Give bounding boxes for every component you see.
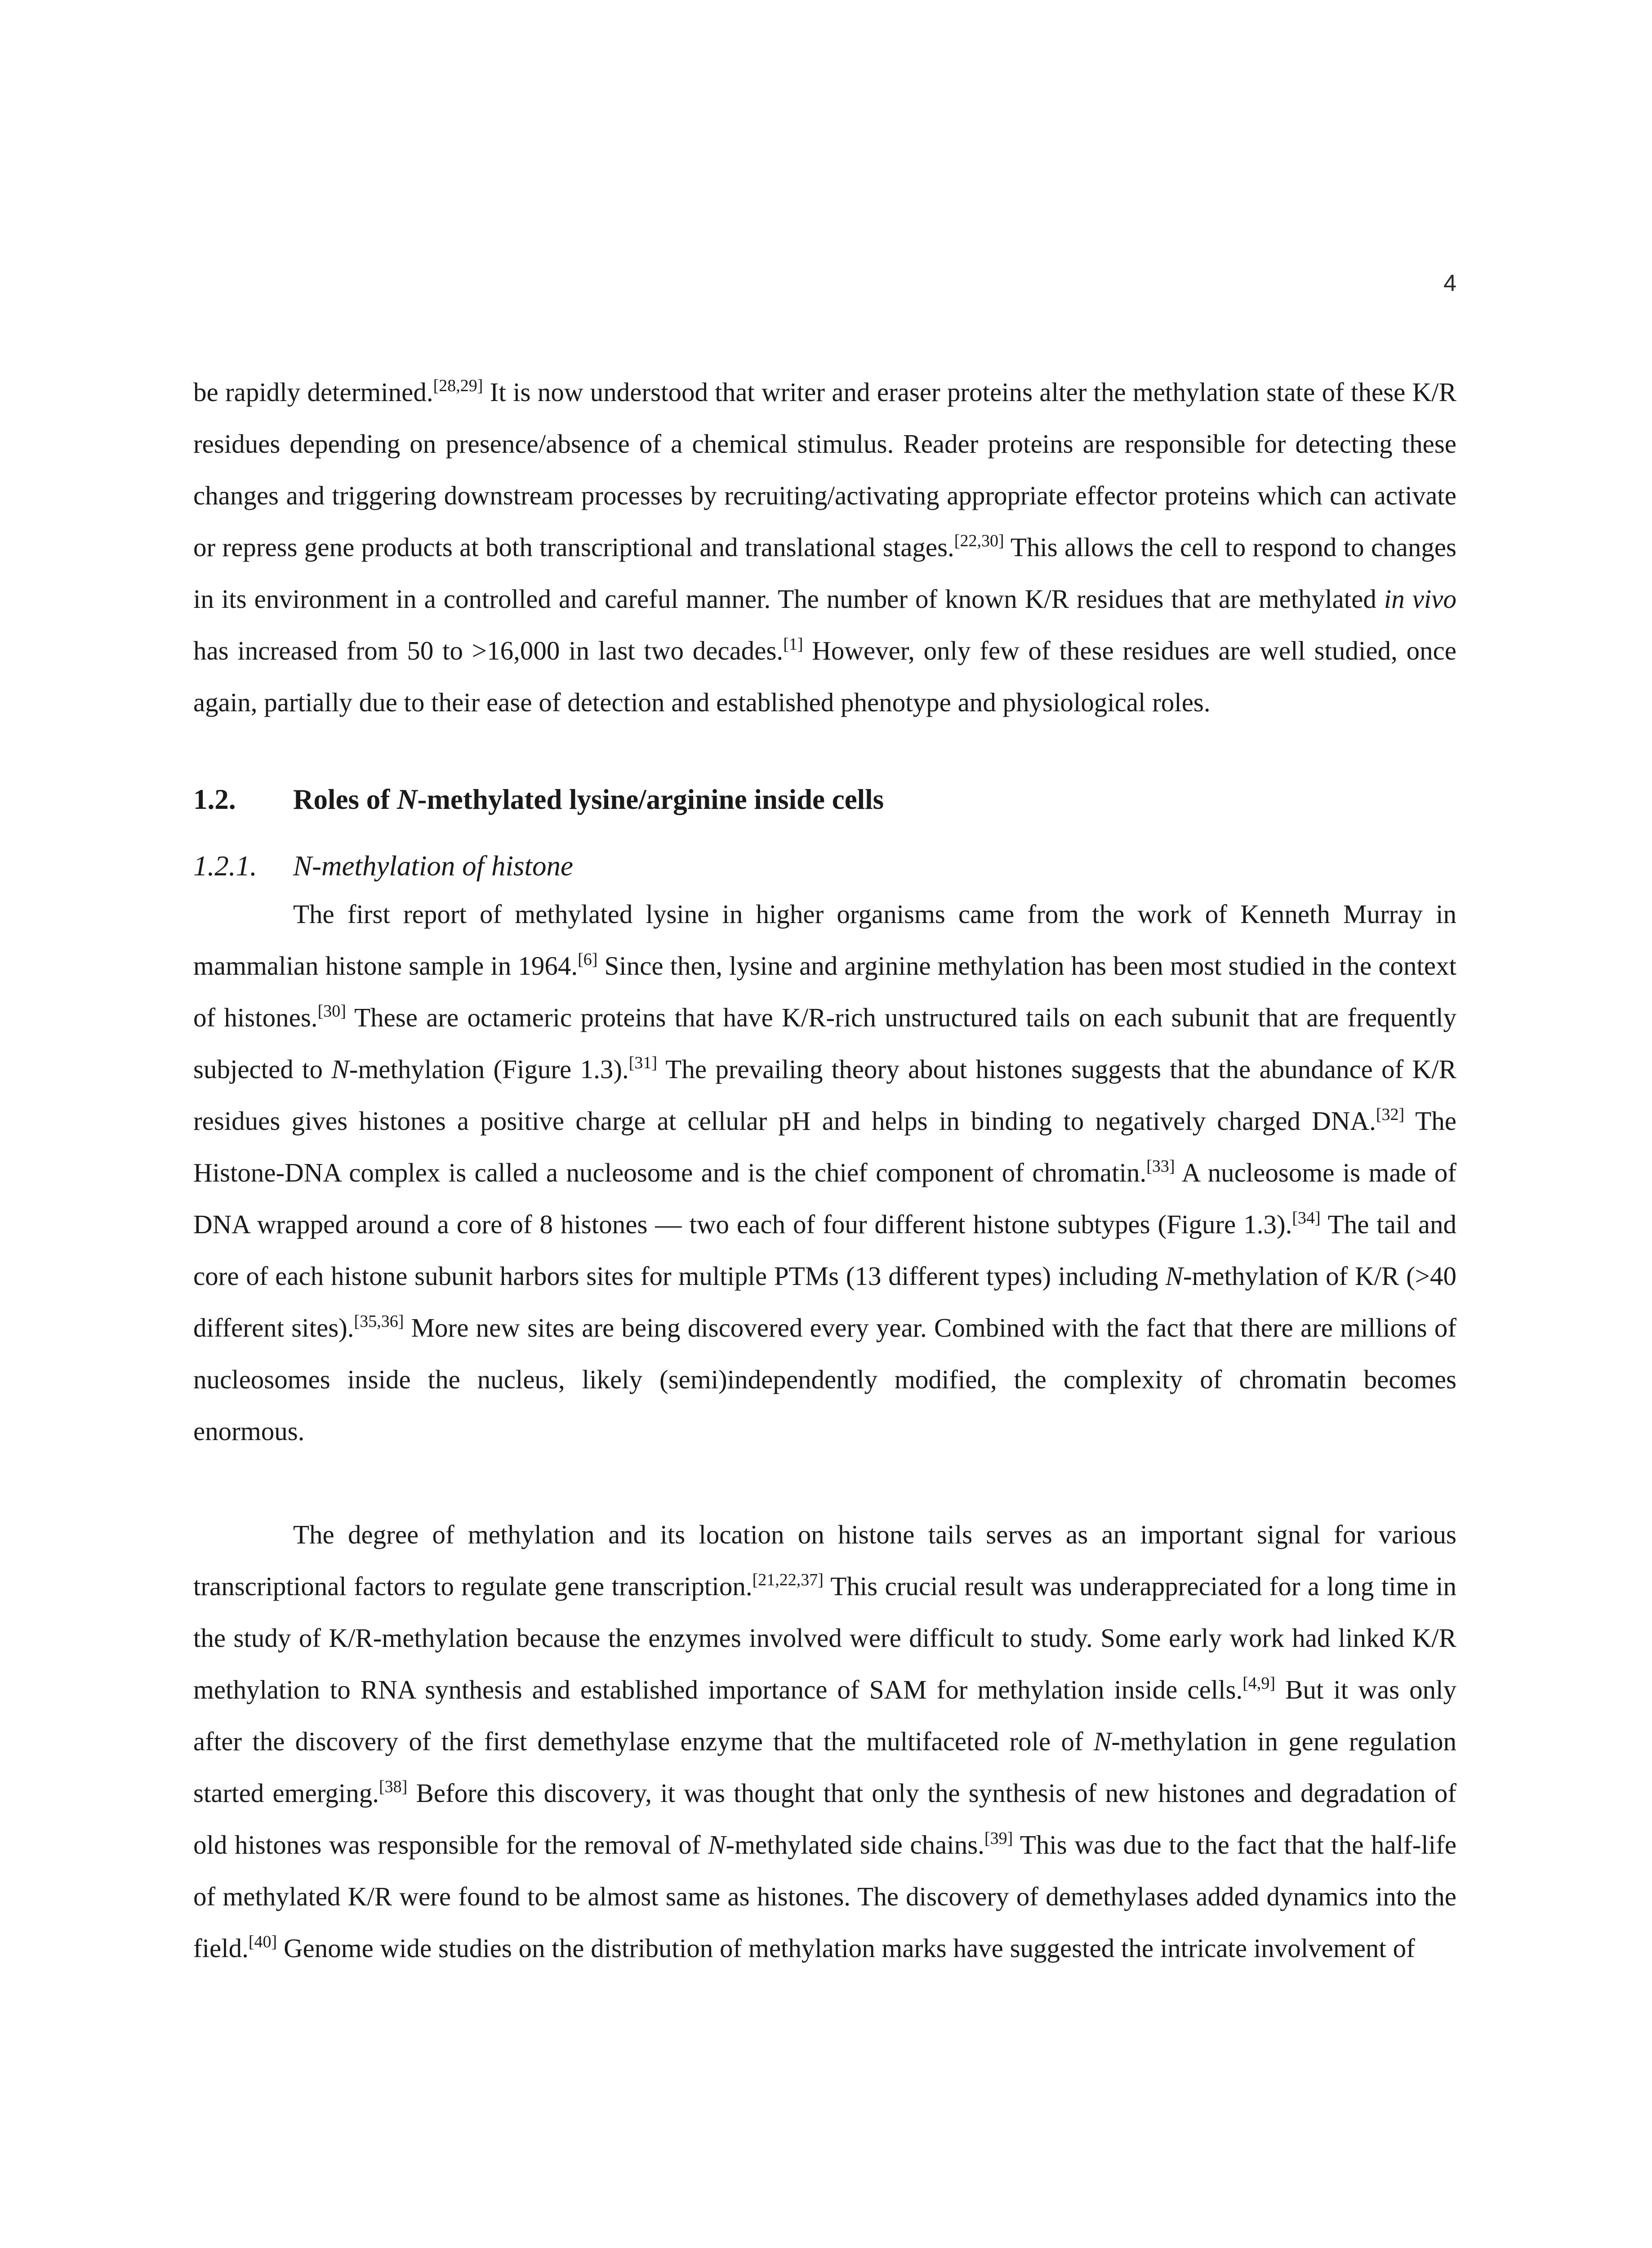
- citation: [6]: [578, 950, 598, 969]
- citation: [39]: [984, 1829, 1013, 1848]
- citation: [35,36]: [354, 1312, 404, 1331]
- subsection-title: N-methylation of histone: [293, 850, 573, 882]
- citation: [32]: [1376, 1105, 1405, 1124]
- citation: [30]: [317, 1002, 346, 1021]
- subsection-heading: [193, 843, 1456, 888]
- citation: [21,22,37]: [752, 1570, 824, 1589]
- section-heading: 1.2. Roles of N-methylated lysine/arginine inside cells: [193, 777, 1456, 822]
- paragraph-intro-continued: be rapidly determined.[28,29] It is now understood that writer and eraser proteins alter the methylation state of these K/R residues depending on presence/absence of a chemical stimulus. Reader proteins are responsible for detecting these changes and triggering downstream processes by recruiting/activating appropriate effector proteins which can activate or repress gene products at both transcriptional and translational stages.[22,30] This allows the cell to respond to changes in its environment in a controlled and careful manner. The number of known K/R residues that are methylated in vivo has increased from 50 to >16,000 in last two decades.[1] However, only few of these residues are well studied, once again, partially due to their ease of detection and established phenotype and physiological roles.: [193, 376, 1456, 717]
- subsection-number: 1.2.1.: [193, 850, 257, 882]
- citation: [31]: [628, 1053, 658, 1072]
- citation: [33]: [1146, 1157, 1175, 1176]
- citation: [38]: [378, 1777, 408, 1796]
- page-number: 4: [1443, 270, 1456, 296]
- citation: [34]: [1292, 1209, 1321, 1227]
- citation: [4,9]: [1242, 1674, 1276, 1693]
- citation: [1]: [783, 635, 803, 654]
- citation: [22,30]: [954, 531, 1004, 550]
- citation: [28,29]: [433, 376, 483, 395]
- citation: [40]: [248, 1932, 277, 1951]
- paragraph-methylation-degree: The degree of methylation and its location on histone tails serves as an important signal for various transcriptional factors to regulate gene transcription.[21,22,37] This crucial result was underappreciated for a long time in the study of K/R-methylation because the enzymes involved were difficult to study. Some early work had linked K/R methylation to RNA synthesis and established importance of SAM for methylation inside cells.[4,9] But it was only after the discovery of the first demethylase enzyme that the multifaceted role of N-methylation in gene regulation started emerging.[38] Before this discovery, it was thought that only the synthesis of new histones and degradation of old histones was responsible for the removal of N-methylated side chains.[39] This was due to the fact that the half-life of methylated K/R were found to be almost same as histones. The discovery of demethylases added dynamics into the field.[40] Genome wide studies on the distribution of methylation marks have suggested the intricate involvement of: [193, 1520, 1457, 1963]
- section-number: 1.2.: [193, 784, 236, 815]
- page-body: [193, 366, 1456, 1974]
- paragraph-histone-methylation: The first report of methylated lysine in higher organisms came from the work of Kenneth Murray in mammalian histone sample in 1964.[6] Since then, lysine and arginine methylation has been most studied in the context of histones.[30] These are octameric proteins that have K/R-rich unstructured tails on each subunit that are frequently subjected to N-methylation (Figure 1.3).[31] The prevailing theory about histones suggests that the abundance of K/R residues gives histones a positive charge at cellular pH and helps in binding to negatively charged DNA.[32] The Histone-DNA complex is called a nucleosome and is the chief component of chromatin.[33] A nucleosome is made of DNA wrapped around a core of 8 histones — two each of four different histone subtypes (Figure 1.3).[34] The tail and core of each histone subunit harbors sites for multiple PTMs (13 different types) including N-methylation of K/R (>40 different sites).[35,36] More new sites are being discovered every year. Combined with the fact that there are millions of nucleosomes inside the nucleus, likely (semi)independently modified, the complexity of chromatin becomes enormous.: [193, 899, 1457, 1446]
